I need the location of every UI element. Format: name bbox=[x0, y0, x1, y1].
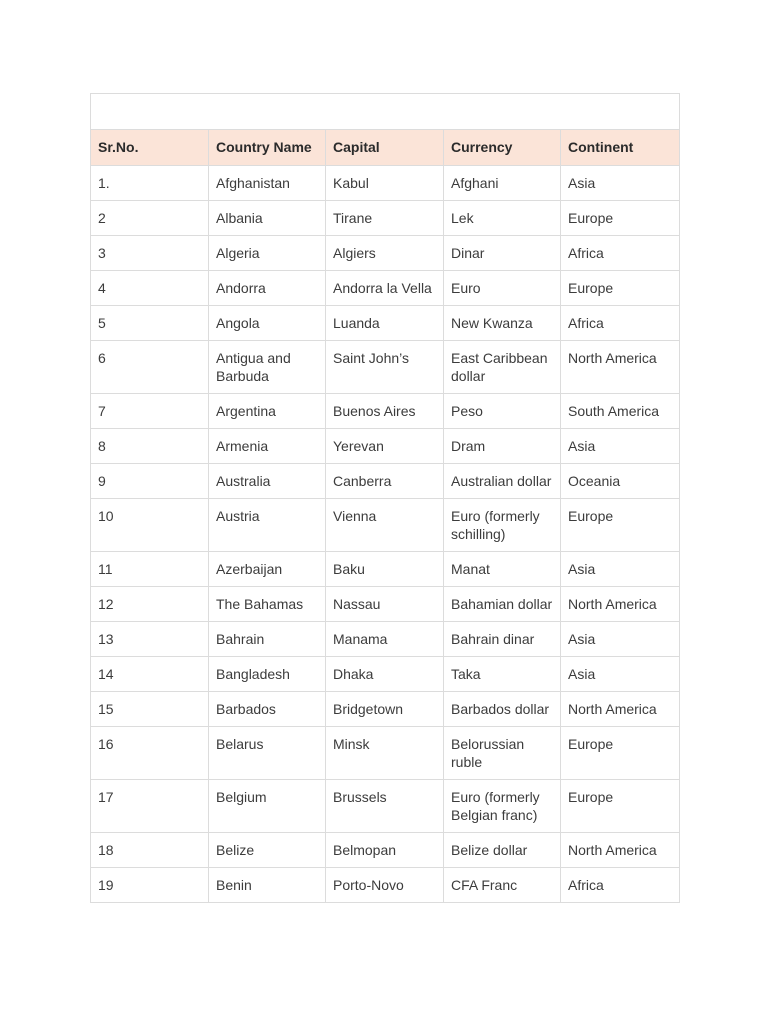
cell-currency: Belize dollar bbox=[444, 833, 561, 868]
cell-currency: Peso bbox=[444, 394, 561, 429]
table-row bbox=[91, 464, 680, 499]
cell-country-name: Antigua and Barbuda bbox=[209, 341, 326, 394]
table-row bbox=[91, 429, 680, 464]
cell-continent: Europe bbox=[561, 201, 680, 236]
cell-continent: South America bbox=[561, 394, 680, 429]
cell-currency: Afghani bbox=[444, 166, 561, 201]
cell-continent: North America bbox=[561, 692, 680, 727]
cell-country-name: Austria bbox=[209, 499, 326, 552]
column-header-country-name: Country Name bbox=[209, 130, 326, 166]
column-header-currency: Currency bbox=[444, 130, 561, 166]
cell-continent: Europe bbox=[561, 499, 680, 552]
cell-capital: Canberra bbox=[326, 464, 444, 499]
table-row bbox=[91, 306, 680, 341]
table-row bbox=[91, 868, 680, 903]
cell-continent: Europe bbox=[561, 727, 680, 780]
cell-capital: Vienna bbox=[326, 499, 444, 552]
cell-sr-no: 6 bbox=[91, 341, 209, 394]
cell-continent: Asia bbox=[561, 166, 680, 201]
cell-capital: Brussels bbox=[326, 780, 444, 833]
cell-country-name: Argentina bbox=[209, 394, 326, 429]
cell-country-name: Algeria bbox=[209, 236, 326, 271]
table-row bbox=[91, 341, 680, 394]
cell-country-name: Australia bbox=[209, 464, 326, 499]
cell-capital: Bridgetown bbox=[326, 692, 444, 727]
cell-country-name: Belgium bbox=[209, 780, 326, 833]
cell-currency: Euro (formerly Belgian franc) bbox=[444, 780, 561, 833]
cell-capital: Minsk bbox=[326, 727, 444, 780]
cell-capital: Kabul bbox=[326, 166, 444, 201]
cell-country-name: Belize bbox=[209, 833, 326, 868]
cell-sr-no: 13 bbox=[91, 622, 209, 657]
table-row bbox=[91, 499, 680, 552]
cell-country-name: Azerbaijan bbox=[209, 552, 326, 587]
cell-currency: East Caribbean dollar bbox=[444, 341, 561, 394]
cell-country-name: The Bahamas bbox=[209, 587, 326, 622]
cell-country-name: Afghanistan bbox=[209, 166, 326, 201]
cell-country-name: Andorra bbox=[209, 271, 326, 306]
cell-capital: Manama bbox=[326, 622, 444, 657]
cell-sr-no: 10 bbox=[91, 499, 209, 552]
cell-currency: Australian dollar bbox=[444, 464, 561, 499]
cell-capital: Nassau bbox=[326, 587, 444, 622]
cell-sr-no: 1. bbox=[91, 166, 209, 201]
cell-currency: Euro (formerly schilling) bbox=[444, 499, 561, 552]
cell-country-name: Barbados bbox=[209, 692, 326, 727]
cell-continent: Asia bbox=[561, 429, 680, 464]
cell-continent: Africa bbox=[561, 236, 680, 271]
table-row bbox=[91, 657, 680, 692]
table-row bbox=[91, 552, 680, 587]
table-caption bbox=[91, 94, 680, 130]
cell-currency: Barbados dollar bbox=[444, 692, 561, 727]
cell-continent: North America bbox=[561, 587, 680, 622]
cell-currency: Taka bbox=[444, 657, 561, 692]
cell-country-name: Bangladesh bbox=[209, 657, 326, 692]
cell-continent: Africa bbox=[561, 868, 680, 903]
cell-sr-no: 9 bbox=[91, 464, 209, 499]
cell-capital: Yerevan bbox=[326, 429, 444, 464]
cell-sr-no: 8 bbox=[91, 429, 209, 464]
table-row bbox=[91, 622, 680, 657]
table-header-row bbox=[91, 130, 680, 166]
cell-sr-no: 17 bbox=[91, 780, 209, 833]
cell-country-name: Angola bbox=[209, 306, 326, 341]
cell-sr-no: 18 bbox=[91, 833, 209, 868]
table-row bbox=[91, 201, 680, 236]
country-table bbox=[90, 93, 680, 903]
cell-sr-no: 7 bbox=[91, 394, 209, 429]
cell-continent: Oceania bbox=[561, 464, 680, 499]
cell-capital: Saint John’s bbox=[326, 341, 444, 394]
cell-currency: Belorussian ruble bbox=[444, 727, 561, 780]
cell-capital: Baku bbox=[326, 552, 444, 587]
cell-sr-no: 14 bbox=[91, 657, 209, 692]
cell-currency: Lek bbox=[444, 201, 561, 236]
table-row bbox=[91, 166, 680, 201]
cell-sr-no: 3 bbox=[91, 236, 209, 271]
cell-currency: Manat bbox=[444, 552, 561, 587]
cell-continent: Europe bbox=[561, 780, 680, 833]
cell-capital: Buenos Aires bbox=[326, 394, 444, 429]
country-table-container bbox=[90, 93, 679, 903]
cell-sr-no: 11 bbox=[91, 552, 209, 587]
cell-capital: Porto-Novo bbox=[326, 868, 444, 903]
cell-currency: Euro bbox=[444, 271, 561, 306]
table-row bbox=[91, 236, 680, 271]
cell-capital: Dhaka bbox=[326, 657, 444, 692]
cell-capital: Andorra la Vella bbox=[326, 271, 444, 306]
table-caption-row bbox=[91, 94, 680, 130]
cell-continent: Africa bbox=[561, 306, 680, 341]
cell-sr-no: 2 bbox=[91, 201, 209, 236]
column-header-capital: Capital bbox=[326, 130, 444, 166]
cell-country-name: Albania bbox=[209, 201, 326, 236]
cell-country-name: Belarus bbox=[209, 727, 326, 780]
table-row bbox=[91, 692, 680, 727]
cell-country-name: Bahrain bbox=[209, 622, 326, 657]
cell-capital: Belmopan bbox=[326, 833, 444, 868]
cell-currency: Bahrain dinar bbox=[444, 622, 561, 657]
table-row bbox=[91, 271, 680, 306]
cell-capital: Luanda bbox=[326, 306, 444, 341]
cell-currency: Bahamian dollar bbox=[444, 587, 561, 622]
table-row bbox=[91, 780, 680, 833]
cell-country-name: Armenia bbox=[209, 429, 326, 464]
cell-currency: New Kwanza bbox=[444, 306, 561, 341]
cell-continent: North America bbox=[561, 833, 680, 868]
cell-currency: CFA Franc bbox=[444, 868, 561, 903]
cell-capital: Tirane bbox=[326, 201, 444, 236]
table-row bbox=[91, 587, 680, 622]
cell-sr-no: 4 bbox=[91, 271, 209, 306]
cell-sr-no: 15 bbox=[91, 692, 209, 727]
cell-capital: Algiers bbox=[326, 236, 444, 271]
cell-continent: Asia bbox=[561, 657, 680, 692]
table-body bbox=[91, 166, 680, 903]
table-row bbox=[91, 727, 680, 780]
cell-currency: Dinar bbox=[444, 236, 561, 271]
cell-continent: North America bbox=[561, 341, 680, 394]
cell-continent: Europe bbox=[561, 271, 680, 306]
column-header-continent: Continent bbox=[561, 130, 680, 166]
cell-sr-no: 5 bbox=[91, 306, 209, 341]
table-row bbox=[91, 833, 680, 868]
cell-continent: Asia bbox=[561, 552, 680, 587]
cell-country-name: Benin bbox=[209, 868, 326, 903]
table-row bbox=[91, 394, 680, 429]
cell-continent: Asia bbox=[561, 622, 680, 657]
column-header-sr-no: Sr.No. bbox=[91, 130, 209, 166]
cell-sr-no: 16 bbox=[91, 727, 209, 780]
cell-currency: Dram bbox=[444, 429, 561, 464]
cell-sr-no: 19 bbox=[91, 868, 209, 903]
cell-sr-no: 12 bbox=[91, 587, 209, 622]
